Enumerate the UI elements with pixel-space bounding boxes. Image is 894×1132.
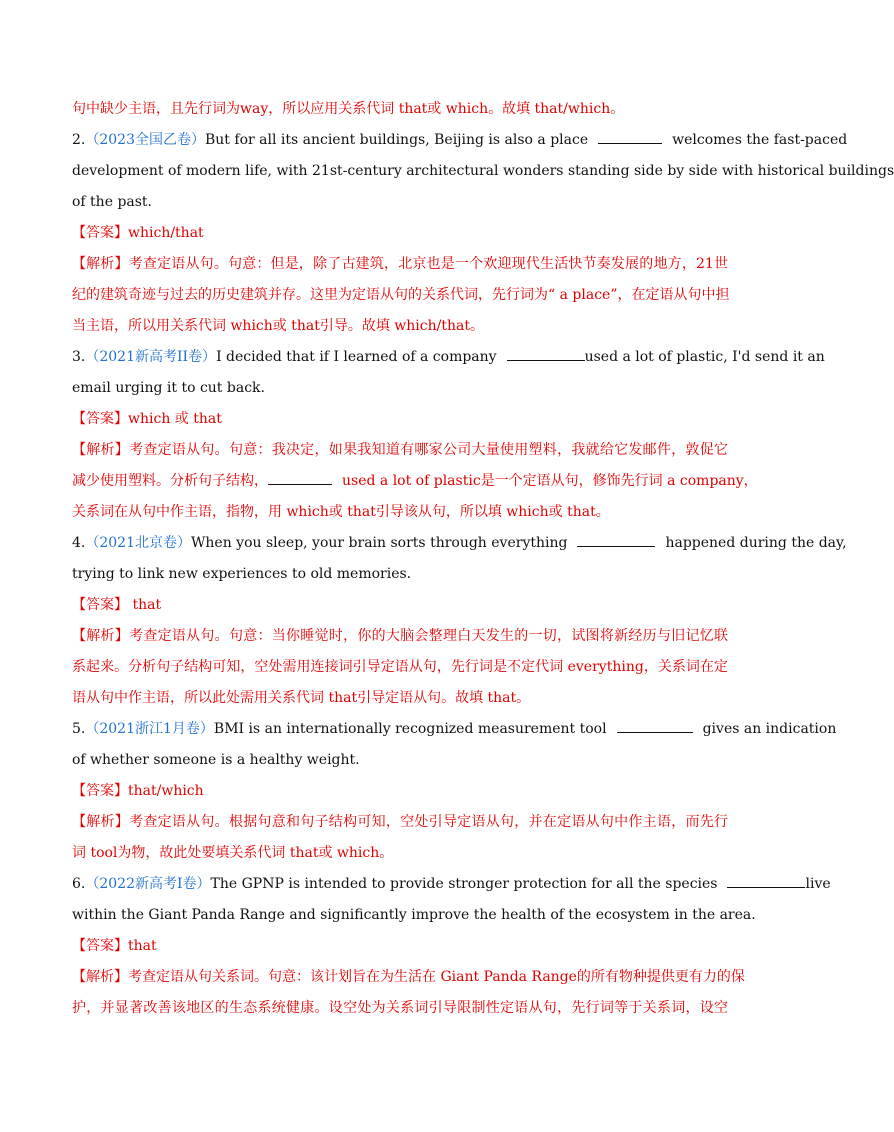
analysis-line: 词 tool为物，故此处要填关系代词 that或 which。 (72, 845, 394, 861)
stem-text: live (805, 876, 831, 892)
analysis-row (72, 962, 745, 993)
analysis-text: 考查定语从句关系词。句意：该计划旨在为生活在 Giant Panda Range的所有物种提供更有力的保 (128, 969, 745, 985)
question-4-stem (72, 528, 847, 559)
stem-text: I decided that if I learned of a company (216, 349, 497, 365)
question-number: 3. (72, 349, 86, 365)
stem-line: within the Giant Panda Range and significantly improve the health of the ecosystem in the area. (72, 907, 756, 923)
question-number: 4. (72, 535, 86, 551)
question-number: 5. (72, 721, 86, 737)
answer-blank (598, 130, 662, 144)
question-source: （2022新高考I卷） (85, 876, 211, 892)
analysis-line: 纪的建筑奇迹与过去的历史建筑并存。这里为定语从句的关系代词，先行词为“ a place”，在定语从句中担 (72, 287, 730, 303)
stem-line: email urging it to cut back. (72, 380, 265, 396)
answer-row (72, 218, 728, 249)
prev-analysis-end: 句中缺少主语，且先行词为way，所以应用关系代词 that或 which。故填 that/which。 (72, 101, 625, 117)
question-source: （2023全国乙卷） (85, 132, 205, 148)
answer-label: 【答案】 (72, 938, 128, 954)
page-content (72, 94, 894, 1024)
analysis-line: 关系词在从句中作主语，指物，用 which或 that引导该从句，所以填 which或 that。 (72, 504, 610, 520)
answer-label: 【答案】 (72, 411, 128, 427)
analysis-text: 考查定语从句。句意：但是，除了古建筑，北京也是一个欢迎现代生活快节奏发展的地方，21世 (128, 256, 729, 272)
answer-value: which/that (128, 225, 204, 241)
analysis-line: 语从句中作主语，所以此处需用关系代词 that引导定语从句。故填 that。 (72, 690, 531, 706)
question-5-stem (72, 714, 837, 745)
answer-value: that (128, 597, 162, 613)
stem-text: gives an indication (702, 721, 837, 737)
stem-line: of whether someone is a healthy weight. (72, 752, 360, 768)
analysis-text: 考查定语从句。根据句意和句子结构可知，空处引导定语从句，并在定语从句中作主语，而先行 (129, 814, 729, 830)
stem-line: development of modern life, with 21st-century architectural wonders standing side by side with historical buildings (72, 163, 894, 179)
question-number: 2. (72, 132, 86, 148)
stem-text: The GPNP is intended to provide stronger protection for all the species (210, 876, 718, 892)
question-3-stem (72, 342, 825, 373)
stem-line: of the past. (72, 194, 153, 210)
stem-text: welcomes the fast-paced (672, 132, 848, 148)
analysis-label: 【解析】 (72, 628, 130, 644)
analysis-row (72, 435, 728, 466)
analysis-row (72, 249, 728, 280)
question-2-stem (72, 125, 848, 156)
analysis-text: used a lot of plastic是一个定语从句，修饰先行词 a company， (342, 473, 758, 489)
stem-text: When you sleep, your brain sorts through everything (191, 535, 568, 551)
stem-text: BMI is an internationally recognized measurement tool (213, 721, 607, 737)
question-source: （2021浙江1月卷） (85, 721, 214, 737)
analysis-text: 考查定语从句。句意：当你睡觉时，你的大脑会整理白天发生的一切，试图将新经历与旧记忆联 (129, 628, 729, 644)
answer-blank (507, 347, 585, 361)
stem-text: happened during the day, (665, 535, 847, 551)
analysis-label: 【解析】 (72, 814, 130, 830)
answer-blank (577, 533, 655, 547)
question-source: （2021北京卷） (85, 535, 191, 551)
analysis-line: 系起来。分析句子结构可知，空处需用连接词引导定语从句，先行词是不定代词 everything，关系词在定 (72, 659, 728, 675)
analysis-line: 当主语，所以用关系代词 which或 that引导。故填 which/that。 (72, 318, 484, 334)
question-6-stem (72, 869, 831, 900)
answer-row (72, 776, 728, 807)
answer-label: 【答案】 (72, 783, 128, 799)
question-source: （2021新高考II卷） (85, 349, 217, 365)
analysis-line (72, 466, 758, 497)
analysis-label: 【解析】 (72, 256, 129, 272)
analysis-text: 减少使用塑料。分析句子结构， (72, 473, 268, 489)
stem-text: used a lot of plastic, I'd send it an (584, 349, 825, 365)
answer-value: that/which (128, 783, 204, 799)
answer-label: 【答案】 (72, 225, 128, 241)
question-number: 6. (72, 876, 86, 892)
answer-value: which 或 that (128, 411, 222, 427)
answer-row (72, 590, 728, 621)
answer-label: 【答案】 (72, 597, 128, 613)
answer-value: that (128, 938, 157, 954)
analysis-text: 考查定语从句。句意：我决定，如果我知道有哪家公司大量使用塑料，我就给它发邮件，敦促它 (129, 442, 729, 458)
analysis-label: 【解析】 (72, 969, 128, 985)
analysis-row (72, 807, 728, 838)
analysis-label: 【解析】 (72, 442, 130, 458)
answer-blank (727, 874, 805, 888)
answer-blank (268, 471, 332, 485)
stem-line: trying to link new experiences to old memories. (72, 566, 412, 582)
analysis-row (72, 621, 728, 652)
analysis-line: 护，并显著改善该地区的生态系统健康。设空处为关系词引导限制性定语从句，先行词等于关系词，设空 (72, 1000, 728, 1016)
answer-blank (617, 719, 693, 733)
answer-row (72, 931, 728, 962)
stem-text: But for all its ancient buildings, Beijing is also a place (205, 132, 589, 148)
answer-row (72, 404, 728, 435)
